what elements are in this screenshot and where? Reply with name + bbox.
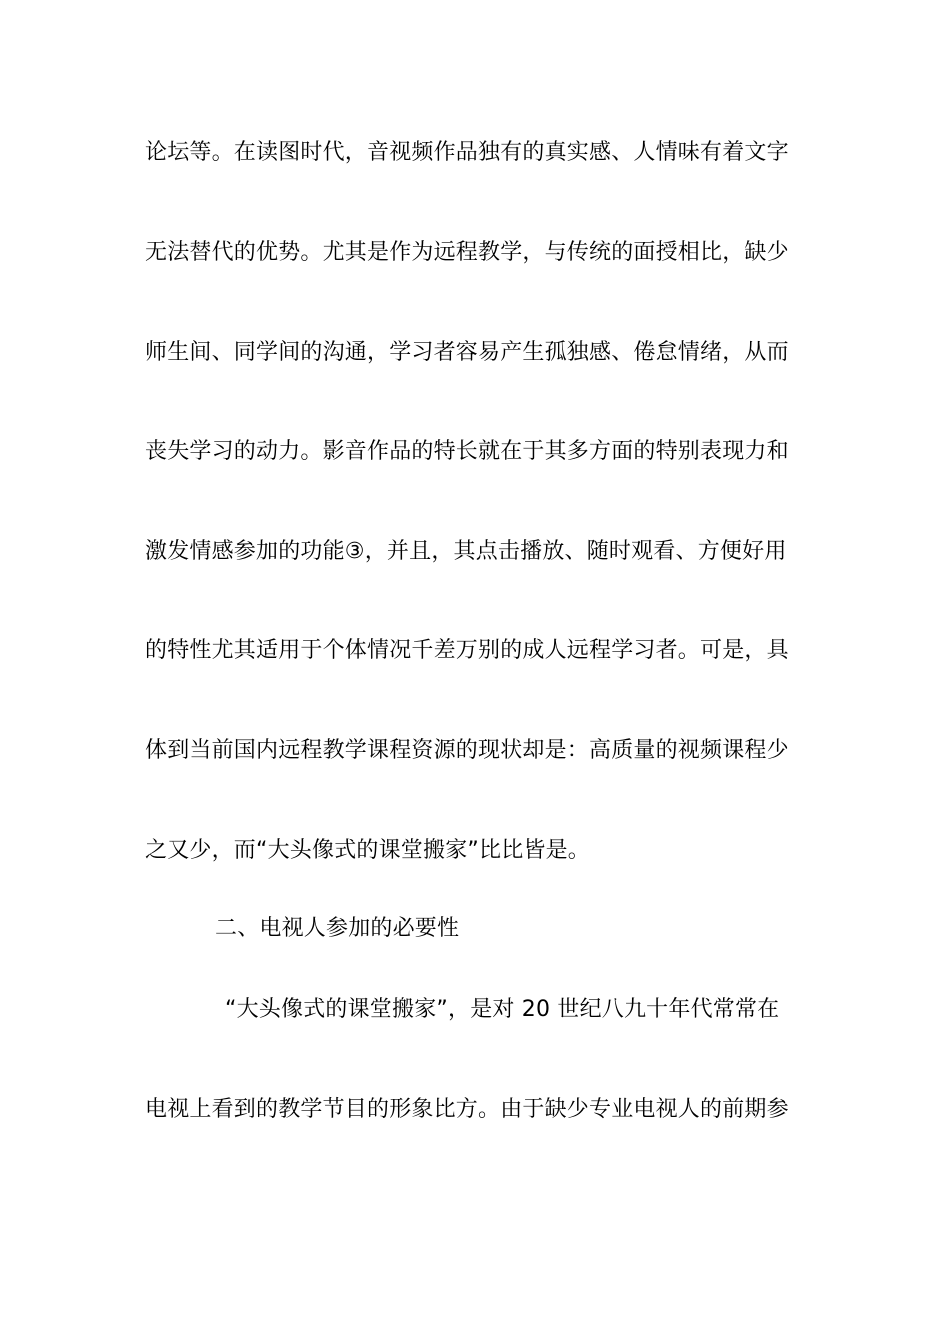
text-line: 丧失学习的动力。影音作品的特长就在于其多方面的特别表现力和: [145, 439, 789, 464]
text-line: 电视上看到的教学节目的形象比方。由于缺少专业电视人的前期参: [145, 1097, 789, 1122]
text-line: 师生间、同学间的沟通，学习者容易产生孤独感、倦怠情绪，从而: [145, 340, 789, 365]
text-line: 无法替代的优势。尤其是作为远程教学，与传统的面授相比，缺少: [145, 240, 789, 265]
text-line: 激发情感参加的功能③，并且，其点击播放、随时观看、方便好用: [145, 539, 787, 564]
paragraph-first-line: “大头像式的课堂搬家”，是对 20 世纪八九十年代常常在: [225, 997, 780, 1022]
text-line: 体到当前国内远程教学课程资源的现状却是：高质量的视频课程少: [145, 738, 789, 763]
text-line: 的特性尤其适用于个体情况千差万别的成人远程学习者。可是，具: [145, 638, 789, 663]
section-heading: 二、电视人参加的必要性: [215, 916, 460, 941]
text-line: 之又少，而“大头像式的课堂搬家”比比皆是。: [145, 838, 590, 863]
text-line: 论坛等。在读图时代，音视频作品独有的真实感、人情味有着文字: [145, 140, 789, 165]
